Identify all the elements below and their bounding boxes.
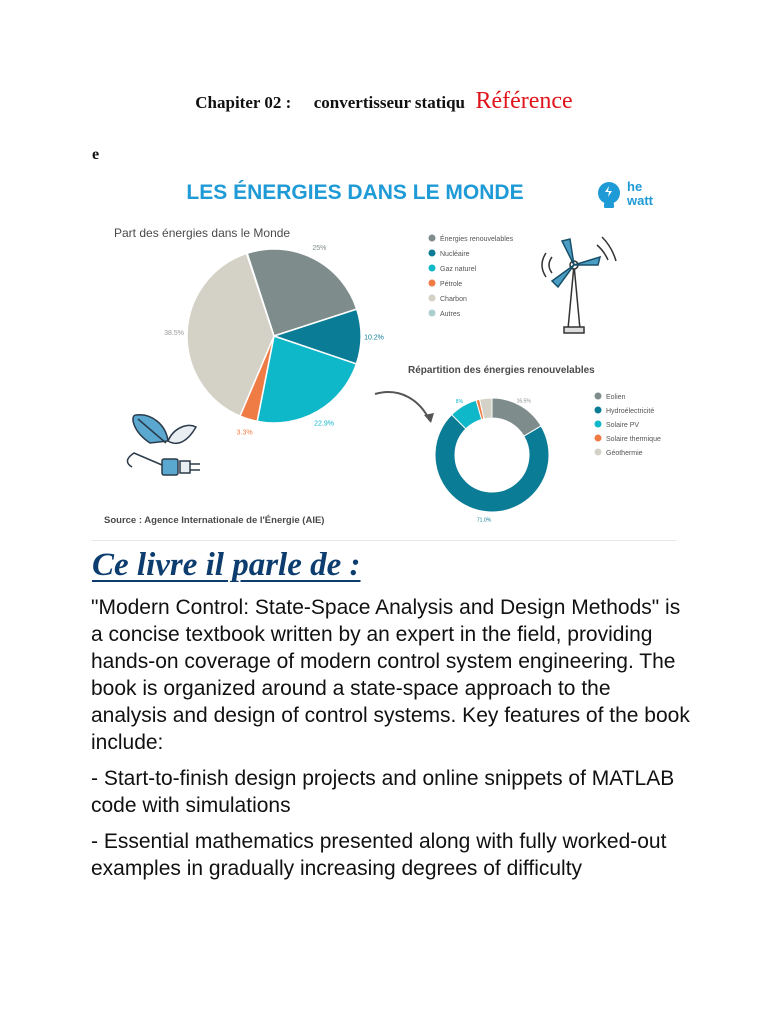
donut-label-solaire-pv: 8% [455,398,464,405]
infographic-title: LES ÉNERGIES DANS LE MONDE [186,181,524,204]
bulb-icon [598,182,620,208]
pie-label-nucleaire: 10.2% [364,334,384,342]
pie-label-charbon: 38.5% [164,329,185,337]
donut-legend-eolien: Eolien [606,394,626,401]
wrapped-letter: e [92,146,100,163]
donut-legend-swatch-eolien [595,393,602,400]
donut-label-eolien: 16.5% [516,398,531,405]
donut-title: Répartition des énergies renouvelables [408,365,595,376]
wind-turbine-icon [542,237,616,333]
pie-legend-swatch-petrole [429,280,436,287]
pie-main-chart [164,245,384,437]
pie-label-gaz-naturel: 22.9% [314,420,335,428]
logo-text-2: watt [627,193,653,208]
donut-legend [595,393,661,458]
pie-legend-petrole: Pétrole [440,281,463,288]
chapter-label: Chapiter 02 : [195,93,292,112]
pie-label-petrole: 3.3% [236,429,253,437]
arrow-icon [375,392,430,421]
pie-legend-swatch-nucleaire [429,250,436,257]
source-label: Source : Agence Internationale de l'Énergie (AIE) [104,515,325,526]
donut-legend-hydroelectricite: Hydroélectricité [606,408,655,415]
document-header [0,88,768,115]
donut-legend-solaire-thermique: Solaire thermique [606,436,661,443]
energy-infographic [92,165,676,541]
donut-legend-swatch-solaire-pv [595,421,602,428]
infographic-canvas [92,165,676,540]
pie-label-energies-renouvelables: 25% [312,244,327,252]
pie-legend-energies-renouvelables: Énergies renouvelables [440,236,514,243]
pie-legend-swatch-charbon [429,295,436,302]
reference-label: Référence [475,88,573,114]
paragraph-intro: "Modern Control: State-Space Analysis and Design Methods" is a concise textbook written by an expert in the field, providing hands-on coverage of modern control system engineering. The book is organized around a state-space approach to the analysis and design of control systems. Key features of the book include: [91,596,690,754]
section-body [91,594,691,891]
leaf-plug-icon [127,415,200,475]
section-heading: Ce livre il parle de : [92,547,361,583]
chapter-subject: convertisseur statiqu [313,93,465,112]
donut-chart [435,398,549,523]
donut-legend-swatch-hydroelectricite [595,407,602,414]
pie-legend-swatch-gaz-naturel [429,265,436,272]
pie-legend-nucleaire: Nucléaire [440,251,470,258]
pie-legend-autres: Autres [440,311,461,318]
logo-text-1: he [627,179,643,194]
donut-legend-swatch-solaire-thermique [595,435,602,442]
donut-legend-solaire-pv: Solaire PV [606,422,640,429]
pie-title: Part des énergies dans le Monde [114,226,291,240]
pie-main-legend [429,234,514,318]
donut-legend-swatch-geothermie [595,449,602,456]
paragraph-bullet-2: - Essential mathematics presented along with fully worked-out examples in gradually increasing degrees of difficulty [91,830,667,880]
donut-label-hydroelectricite: 71.0% [476,517,492,524]
donut-legend-geothermie: Géothermie [606,450,643,457]
pie-legend-charbon: Charbon [440,296,467,303]
pie-legend-swatch-autres [429,310,436,317]
pie-legend-swatch-energies-renouvelables [429,235,436,242]
pie-legend-gaz-naturel: Gaz naturel [440,266,477,273]
paragraph-bullet-1: - Start-to-finish design projects and online snippets of MATLAB code with simulations [91,767,675,817]
